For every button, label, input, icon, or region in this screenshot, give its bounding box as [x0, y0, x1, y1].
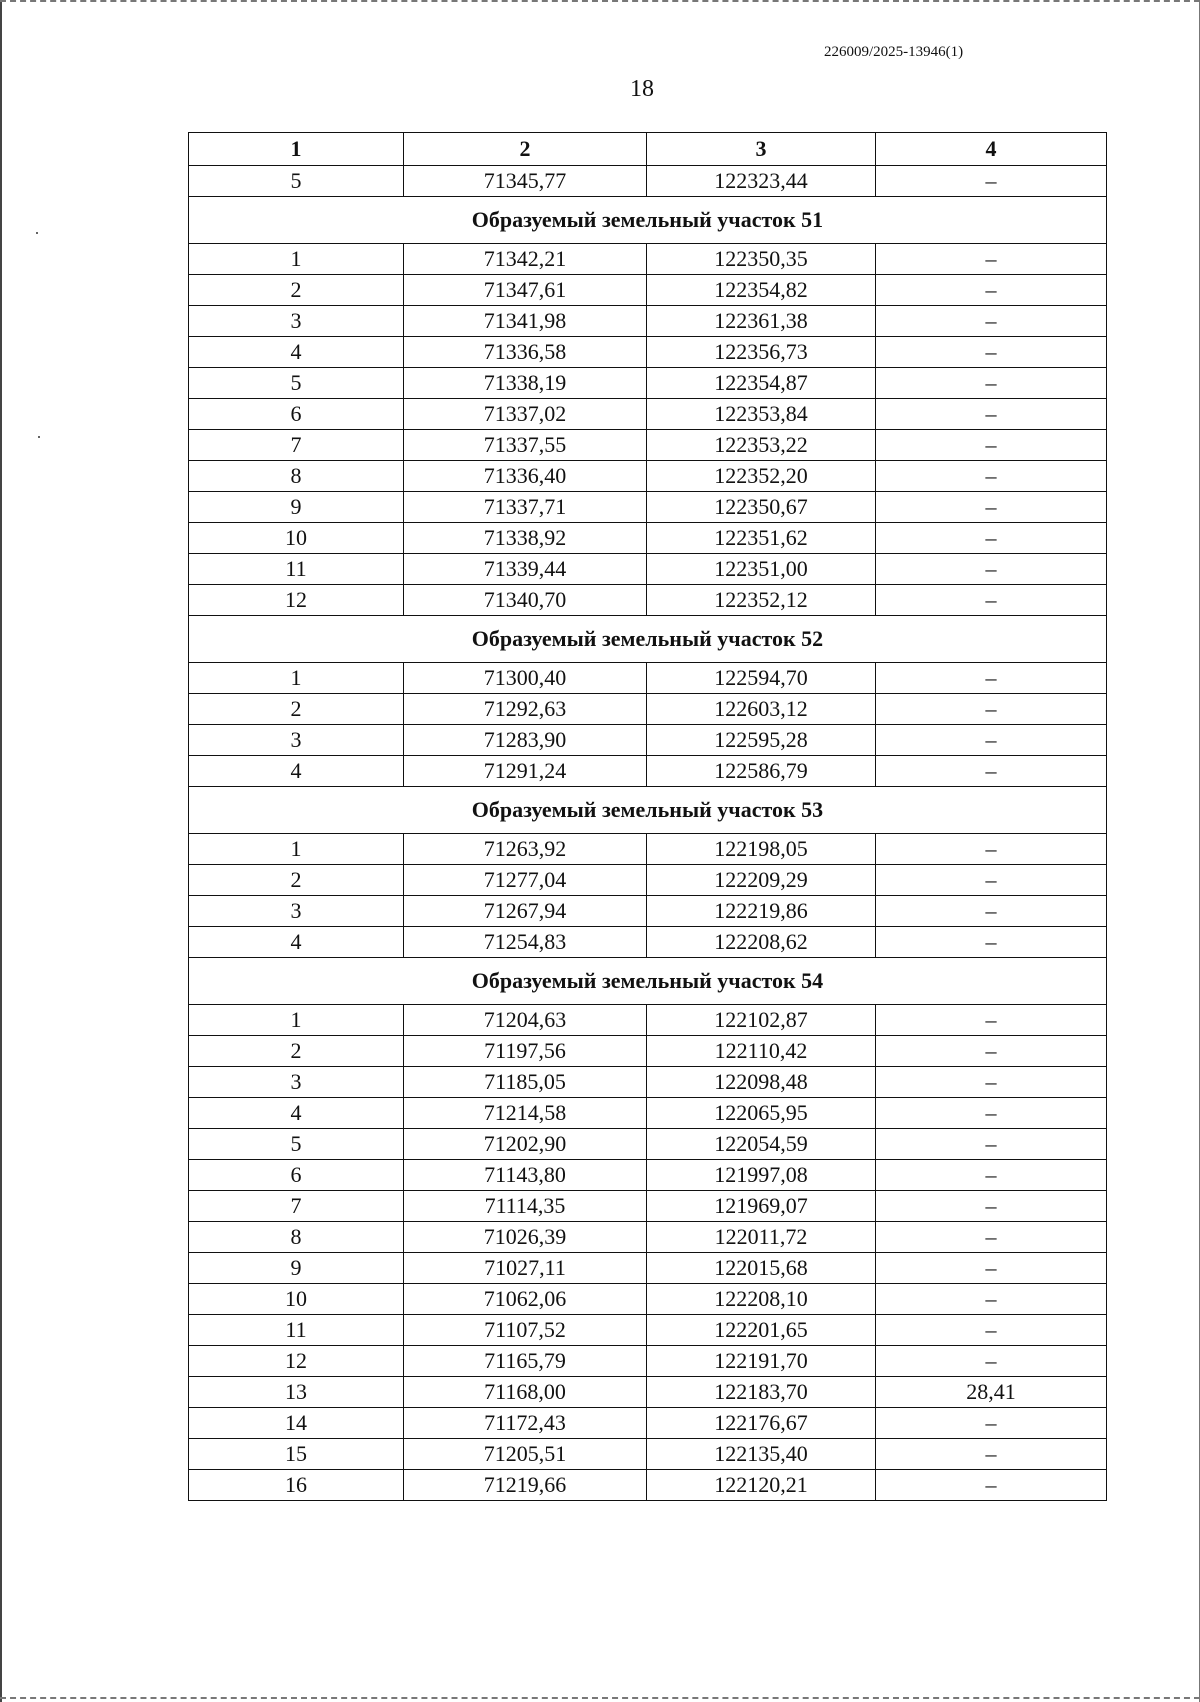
distance-cell: – [876, 1036, 1107, 1067]
point-number-cell: 3 [189, 896, 404, 927]
point-number-cell: 12 [189, 585, 404, 616]
coordinate-y-cell: 122208,62 [647, 927, 876, 958]
coordinate-x-cell: 71026,39 [404, 1222, 647, 1253]
distance-cell: – [876, 725, 1107, 756]
coordinate-y-cell: 122323,44 [647, 166, 876, 197]
point-number-cell: 8 [189, 461, 404, 492]
point-number-cell: 9 [189, 492, 404, 523]
coordinate-x-cell: 71338,92 [404, 523, 647, 554]
distance-cell: – [876, 927, 1107, 958]
point-number-cell: 6 [189, 1160, 404, 1191]
coordinate-x-cell: 71172,43 [404, 1408, 647, 1439]
section-row [189, 958, 1107, 1005]
coordinate-y-cell: 122594,70 [647, 663, 876, 694]
distance-cell: – [876, 554, 1107, 585]
coordinate-y-cell: 122208,10 [647, 1284, 876, 1315]
coordinate-x-cell: 71347,61 [404, 275, 647, 306]
coordinate-y-cell: 122198,05 [647, 834, 876, 865]
point-number-cell: 11 [189, 1315, 404, 1346]
coordinate-x-cell: 71143,80 [404, 1160, 647, 1191]
table-row [189, 834, 1107, 865]
distance-cell: – [876, 461, 1107, 492]
coordinate-x-cell: 71254,83 [404, 927, 647, 958]
coordinate-x-cell: 71283,90 [404, 725, 647, 756]
table-row [189, 1439, 1107, 1470]
coordinate-y-cell: 122098,48 [647, 1067, 876, 1098]
coordinate-y-cell: 122352,12 [647, 585, 876, 616]
coordinate-x-cell: 71107,52 [404, 1315, 647, 1346]
point-number-cell: 5 [189, 166, 404, 197]
distance-cell: – [876, 1408, 1107, 1439]
table-row [189, 244, 1107, 275]
coordinate-x-cell: 71185,05 [404, 1067, 647, 1098]
coordinate-x-cell: 71214,58 [404, 1098, 647, 1129]
coordinate-x-cell: 71205,51 [404, 1439, 647, 1470]
distance-cell: – [876, 834, 1107, 865]
distance-cell: – [876, 337, 1107, 368]
section-title: Образуемый земельный участок 54 [189, 958, 1107, 1005]
table-row [189, 927, 1107, 958]
coordinate-x-cell: 71337,02 [404, 399, 647, 430]
table-row [189, 1315, 1107, 1346]
coordinate-x-cell: 71341,98 [404, 306, 647, 337]
distance-cell: – [876, 756, 1107, 787]
distance-cell: – [876, 1253, 1107, 1284]
point-number-cell: 7 [189, 430, 404, 461]
coordinate-y-cell: 122351,62 [647, 523, 876, 554]
distance-cell: 28,41 [876, 1377, 1107, 1408]
coordinate-x-cell: 71345,77 [404, 166, 647, 197]
coordinate-y-cell: 122102,87 [647, 1005, 876, 1036]
coordinate-y-cell: 122351,00 [647, 554, 876, 585]
coordinate-x-cell: 71165,79 [404, 1346, 647, 1377]
point-number-cell: 4 [189, 337, 404, 368]
table-row [189, 1098, 1107, 1129]
scan-edge-top [0, 0, 1200, 5]
coordinate-y-cell: 122201,65 [647, 1315, 876, 1346]
distance-cell: – [876, 1098, 1107, 1129]
section-title: Образуемый земельный участок 52 [189, 616, 1107, 663]
point-number-cell: 9 [189, 1253, 404, 1284]
point-number-cell: 2 [189, 865, 404, 896]
coordinate-y-cell: 122183,70 [647, 1377, 876, 1408]
coordinate-x-cell: 71291,24 [404, 756, 647, 787]
coordinate-y-cell: 122191,70 [647, 1346, 876, 1377]
coordinate-y-cell: 122354,82 [647, 275, 876, 306]
coordinate-y-cell: 122110,42 [647, 1036, 876, 1067]
column-header: 2 [404, 133, 647, 166]
point-number-cell: 12 [189, 1346, 404, 1377]
column-header: 4 [876, 133, 1107, 166]
point-number-cell: 1 [189, 1005, 404, 1036]
coordinate-y-cell: 122120,21 [647, 1470, 876, 1501]
distance-cell: – [876, 430, 1107, 461]
table-row [189, 337, 1107, 368]
distance-cell: – [876, 585, 1107, 616]
coordinate-y-cell: 121997,08 [647, 1160, 876, 1191]
point-number-cell: 15 [189, 1439, 404, 1470]
distance-cell: – [876, 1129, 1107, 1160]
column-header: 3 [647, 133, 876, 166]
point-number-cell: 13 [189, 1377, 404, 1408]
coordinate-y-cell: 122135,40 [647, 1439, 876, 1470]
distance-cell: – [876, 166, 1107, 197]
distance-cell: – [876, 694, 1107, 725]
coordinate-x-cell: 71027,11 [404, 1253, 647, 1284]
scan-speck [36, 232, 38, 234]
section-title: Образуемый земельный участок 53 [189, 787, 1107, 834]
table-row [189, 275, 1107, 306]
scan-edge-bottom [0, 1697, 1200, 1702]
table-row [189, 166, 1107, 197]
column-header: 1 [189, 133, 404, 166]
coordinate-y-cell: 122352,20 [647, 461, 876, 492]
coordinate-y-cell: 122054,59 [647, 1129, 876, 1160]
table-row [189, 1346, 1107, 1377]
point-number-cell: 5 [189, 1129, 404, 1160]
table-row [189, 461, 1107, 492]
table-row [189, 554, 1107, 585]
table-row [189, 1005, 1107, 1036]
section-row [189, 787, 1107, 834]
document-number: 226009/2025-13946(1) [824, 44, 964, 60]
coordinate-x-cell: 71263,92 [404, 834, 647, 865]
distance-cell: – [876, 1191, 1107, 1222]
point-number-cell: 1 [189, 244, 404, 275]
coordinate-x-cell: 71336,40 [404, 461, 647, 492]
table-row [189, 1222, 1107, 1253]
table-row [189, 1067, 1107, 1098]
distance-cell: – [876, 1067, 1107, 1098]
distance-cell: – [876, 663, 1107, 694]
point-number-cell: 1 [189, 663, 404, 694]
distance-cell: – [876, 306, 1107, 337]
coordinate-x-cell: 71267,94 [404, 896, 647, 927]
point-number-cell: 4 [189, 756, 404, 787]
table-row [189, 1408, 1107, 1439]
coordinate-x-cell: 71114,35 [404, 1191, 647, 1222]
coordinate-x-cell: 71337,55 [404, 430, 647, 461]
distance-cell: – [876, 1346, 1107, 1377]
coordinate-x-cell: 71336,58 [404, 337, 647, 368]
point-number-cell: 1 [189, 834, 404, 865]
coordinate-y-cell: 121969,07 [647, 1191, 876, 1222]
table-row [189, 523, 1107, 554]
section-row [189, 616, 1107, 663]
coordinate-y-cell: 122354,87 [647, 368, 876, 399]
coordinate-x-cell: 71292,63 [404, 694, 647, 725]
point-number-cell: 10 [189, 523, 404, 554]
coordinate-x-cell: 71337,71 [404, 492, 647, 523]
distance-cell: – [876, 1160, 1107, 1191]
coordinate-x-cell: 71062,06 [404, 1284, 647, 1315]
coordinate-x-cell: 71339,44 [404, 554, 647, 585]
table-row [189, 306, 1107, 337]
table-row [189, 399, 1107, 430]
point-number-cell: 4 [189, 927, 404, 958]
section-title: Образуемый земельный участок 51 [189, 197, 1107, 244]
point-number-cell: 5 [189, 368, 404, 399]
table-row [189, 756, 1107, 787]
coordinate-y-cell: 122209,29 [647, 865, 876, 896]
distance-cell: – [876, 1005, 1107, 1036]
coordinate-y-cell: 122219,86 [647, 896, 876, 927]
scan-border-left [0, 0, 2, 1702]
section-row [189, 197, 1107, 244]
table-row [189, 865, 1107, 896]
point-number-cell: 16 [189, 1470, 404, 1501]
coordinate-x-cell: 71168,00 [404, 1377, 647, 1408]
table-row [189, 1470, 1107, 1501]
coordinate-x-cell: 71342,21 [404, 244, 647, 275]
coordinate-y-cell: 122586,79 [647, 756, 876, 787]
table-row [189, 368, 1107, 399]
table-row [189, 896, 1107, 927]
point-number-cell: 14 [189, 1408, 404, 1439]
point-number-cell: 11 [189, 554, 404, 585]
table-row [189, 1129, 1107, 1160]
distance-cell: – [876, 275, 1107, 306]
table-body [189, 166, 1107, 1501]
point-number-cell: 3 [189, 1067, 404, 1098]
coordinate-y-cell: 122011,72 [647, 1222, 876, 1253]
distance-cell: – [876, 896, 1107, 927]
table-row [189, 1253, 1107, 1284]
distance-cell: – [876, 1439, 1107, 1470]
point-number-cell: 2 [189, 694, 404, 725]
coordinate-x-cell: 71277,04 [404, 865, 647, 896]
header-row [189, 133, 1107, 166]
coordinate-y-cell: 122595,28 [647, 725, 876, 756]
point-number-cell: 7 [189, 1191, 404, 1222]
coordinate-y-cell: 122350,67 [647, 492, 876, 523]
table-row [189, 585, 1107, 616]
coordinate-y-cell: 122361,38 [647, 306, 876, 337]
coordinate-x-cell: 71197,56 [404, 1036, 647, 1067]
distance-cell: – [876, 1470, 1107, 1501]
table-row [189, 1284, 1107, 1315]
point-number-cell: 4 [189, 1098, 404, 1129]
point-number-cell: 10 [189, 1284, 404, 1315]
coordinate-y-cell: 122350,35 [647, 244, 876, 275]
coordinate-y-cell: 122353,22 [647, 430, 876, 461]
point-number-cell: 2 [189, 275, 404, 306]
distance-cell: – [876, 368, 1107, 399]
table-row [189, 1377, 1107, 1408]
coordinates-table [188, 132, 1107, 1501]
distance-cell: – [876, 523, 1107, 554]
point-number-cell: 2 [189, 1036, 404, 1067]
coordinate-x-cell: 71202,90 [404, 1129, 647, 1160]
coordinate-y-cell: 122176,67 [647, 1408, 876, 1439]
distance-cell: – [876, 1315, 1107, 1346]
table-row [189, 1191, 1107, 1222]
distance-cell: – [876, 399, 1107, 430]
coordinate-x-cell: 71219,66 [404, 1470, 647, 1501]
table-row [189, 430, 1107, 461]
table-row [189, 1160, 1107, 1191]
point-number-cell: 3 [189, 306, 404, 337]
distance-cell: – [876, 1284, 1107, 1315]
distance-cell: – [876, 1222, 1107, 1253]
point-number-cell: 3 [189, 725, 404, 756]
distance-cell: – [876, 865, 1107, 896]
coordinate-y-cell: 122015,68 [647, 1253, 876, 1284]
coordinate-y-cell: 122603,12 [647, 694, 876, 725]
table-row [189, 725, 1107, 756]
coordinate-x-cell: 71338,19 [404, 368, 647, 399]
page-number: 18 [630, 76, 654, 102]
table-row [189, 694, 1107, 725]
coordinate-y-cell: 122353,84 [647, 399, 876, 430]
table-row [189, 1036, 1107, 1067]
coordinate-x-cell: 71340,70 [404, 585, 647, 616]
coordinate-x-cell: 71300,40 [404, 663, 647, 694]
point-number-cell: 8 [189, 1222, 404, 1253]
table-row [189, 492, 1107, 523]
coordinate-x-cell: 71204,63 [404, 1005, 647, 1036]
point-number-cell: 6 [189, 399, 404, 430]
scan-speck [38, 436, 40, 438]
distance-cell: – [876, 492, 1107, 523]
distance-cell: – [876, 244, 1107, 275]
coordinate-y-cell: 122065,95 [647, 1098, 876, 1129]
coordinate-y-cell: 122356,73 [647, 337, 876, 368]
table-row [189, 663, 1107, 694]
